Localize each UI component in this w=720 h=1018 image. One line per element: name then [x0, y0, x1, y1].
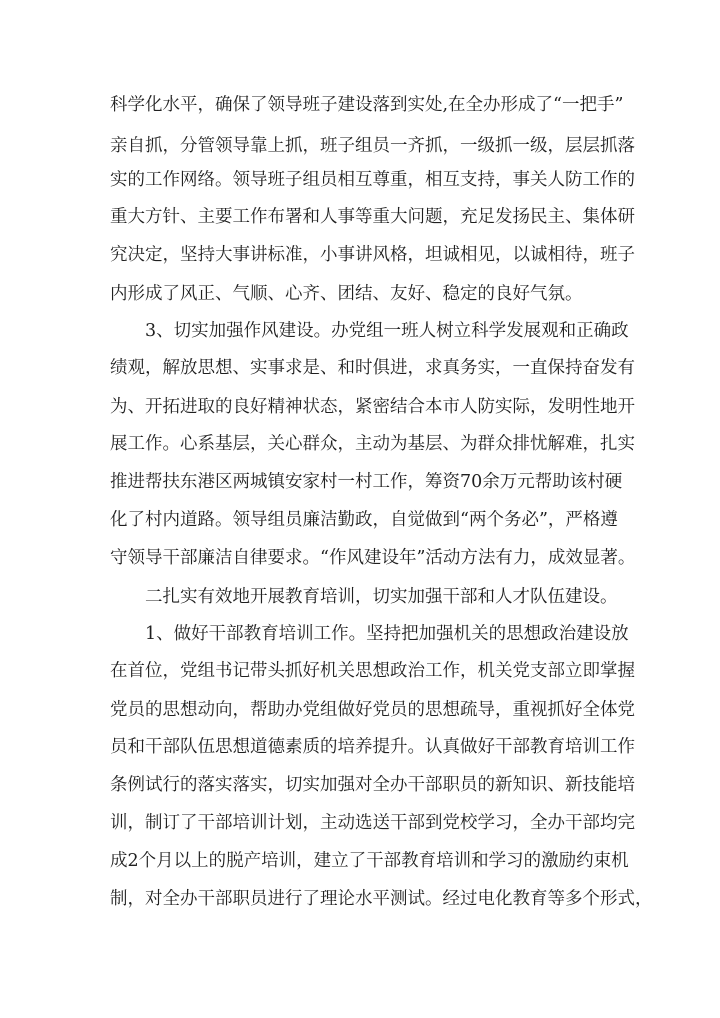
text-line: 化了村内道路。领导组员廉洁勤政，自觉做到“两个务必”，严格遵: [110, 510, 618, 530]
text-line: 实的工作网络。领导班子组员相互尊重，相互支持，事关人防工作的: [110, 170, 635, 190]
text-line: 为、开拓进取的良好精神状态，紧密结合本市人防实际，发明性地开: [110, 397, 635, 417]
text-line: 重大方针、主要工作布署和人事等重大问题，充足发扬民主、集体研: [110, 207, 635, 227]
text-line: 条例试行的落实落实，切实加强对全办干部职员的新知识、新技能培: [110, 775, 635, 795]
text-line: 绩观，解放思想、实事求是、和时俱进，求真务实，一直保持奋发有: [110, 358, 635, 378]
text-line: 推进帮扶东港区两城镇安家村一村工作，筹资70余万元帮助该村硬: [110, 472, 623, 492]
text-line: 在首位，党组书记带头抓好机关思想政治工作，机关党支部立即掌握: [110, 661, 635, 681]
text-line: 守领导干部廉洁自律要求。“作风建设年”活动方法有力，成效显著。: [110, 548, 636, 568]
text-line: 科学化水平，确保了领导班子建设落到实处,在全办形成了“一把手”: [110, 95, 624, 115]
text-line: 员和干部队伍思想道德素质的培养提升。认真做好干部教育培训工作: [110, 737, 635, 757]
text-line: 亲自抓，分管领导靠上抓，班子组员一齐抓，一级抓一级，层层抓落: [110, 136, 635, 156]
text-line: 成2个月以上的脱产培训，建立了干部教育培训和学习的激励约束机: [110, 851, 629, 871]
paragraph-first-line: 3、切实加强作风建设。办党组一班人树立科学发展观和正确政: [145, 321, 629, 341]
text-line: 内形成了风正、气顺、心齐、团结、友好、稳定的良好气氛。: [110, 284, 583, 304]
text-line: 训，制订了干部培训计划，主动选送干部到党校学习，全办干部均完: [110, 813, 635, 833]
section-heading: 二扎实有效地开展教育培训，切实加强干部和人才队伍建设。: [145, 587, 618, 607]
text-line: 究决定，坚持大事讲标准，小事讲风格，坦诚相见，以诚相待，班子: [110, 245, 635, 265]
paragraph-first-line: 1、做好干部教育培训工作。坚持把加强机关的思想政治建设放: [145, 624, 629, 644]
text-line: 展工作。心系基层，关心群众，主动为基层、为群众排忧解难，扎实: [110, 434, 635, 454]
text-line: 制，对全办干部职员进行了理论水平测试。经过电化教育等多个形式，: [110, 889, 653, 909]
text-line: 党员的思想动向，帮助办党组做好党员的思想疏导，重视抓好全体党: [110, 700, 635, 720]
